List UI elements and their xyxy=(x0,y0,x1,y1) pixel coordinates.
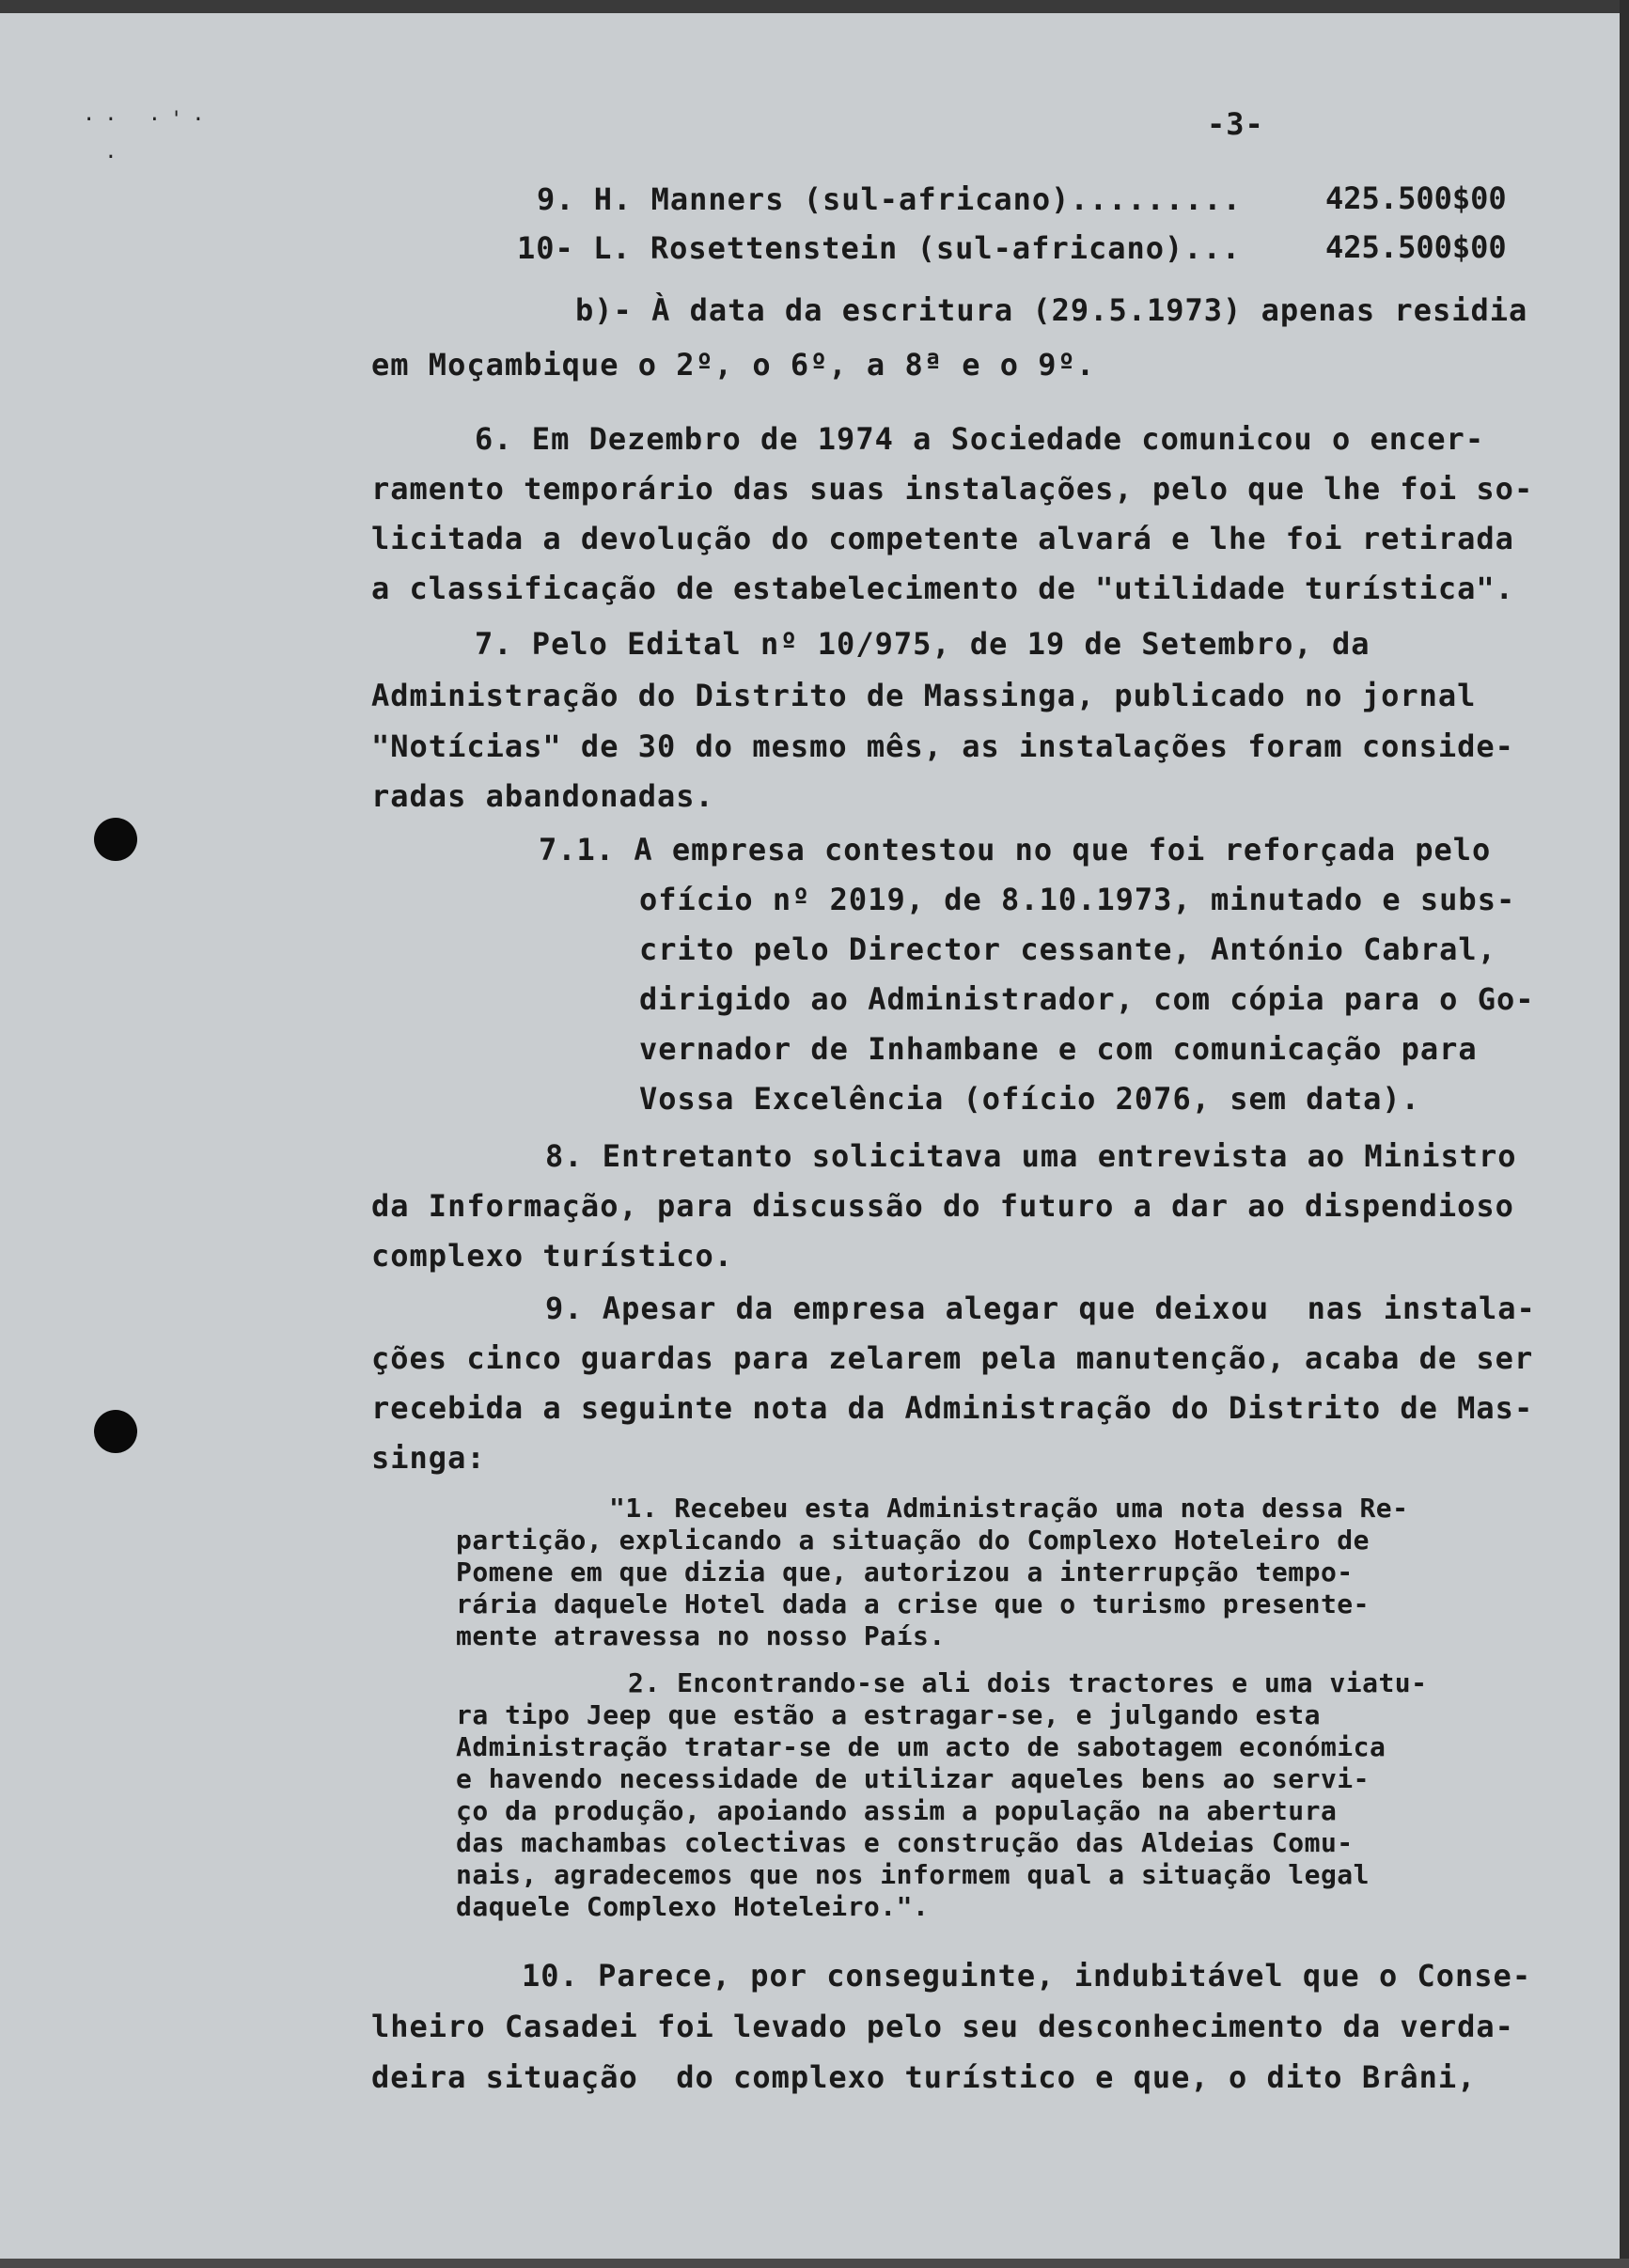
page-number: -3- xyxy=(1207,106,1264,142)
quote-line: nais, agradecemos que nos informem qual a situação legal xyxy=(456,1859,1371,1890)
paragraph-line: vernador de Inhambane e com comunicação para xyxy=(639,1031,1478,1067)
paragraph-line: ramento temporário das suas instalações, pelo que lhe foi so- xyxy=(371,471,1534,507)
quote-line: daquele Complexo Hoteleiro.". xyxy=(456,1891,930,1922)
quote-line: e havendo necessidade de utilizar aqueles bens ao servi- xyxy=(456,1763,1371,1794)
paragraph-line: lheiro Casadei foi levado pelo seu desconhecimento da verda- xyxy=(371,2009,1514,2044)
list-item-label: 10- L. Rosettenstein (sul-africano)... xyxy=(517,230,1242,266)
quote-line: "1. Recebeu esta Administração uma nota dessa Re- xyxy=(609,1493,1409,1524)
paragraph-line: 7.1. A empresa contestou no que foi reforçada pelo xyxy=(539,832,1492,868)
quote-line: Administração tratar-se de um acto de sabotagem económica xyxy=(456,1731,1386,1762)
paragraph-line: 8. Entretanto solicitava uma entrevista ao Ministro xyxy=(545,1138,1517,1174)
list-item-amount: 425.500$00 xyxy=(1325,229,1507,265)
paragraph-line: da Informação, para discussão do futuro a dar ao dispendioso xyxy=(371,1188,1514,1224)
quote-line: rária daquele Hotel dada a crise que o turismo presente- xyxy=(456,1588,1371,1619)
quote-line: partição, explicando a situação do Complexo Hoteleiro de xyxy=(456,1525,1371,1556)
list-item-amount: 425.500$00 xyxy=(1325,180,1507,216)
paragraph-line: 7. Pelo Edital nº 10/975, de 19 de Setembro, da xyxy=(475,626,1371,662)
paragraph-line: radas abandonadas. xyxy=(371,778,714,814)
list-item-label: 9. H. Manners (sul-africano)......... xyxy=(537,181,1242,217)
paragraph-line: 9. Apesar da empresa alegar que deixou nas instala- xyxy=(545,1290,1536,1326)
quote-line: mente atravessa no nosso País. xyxy=(456,1620,946,1651)
paragraph-line: em Moçambique o 2º, o 6º, a 8ª e o 9º. xyxy=(371,347,1096,383)
punch-hole-icon xyxy=(94,1410,137,1453)
scan-right-edge xyxy=(1620,0,1629,2268)
ink-specks: ·· ·'· · xyxy=(83,108,214,169)
paragraph-line: 6. Em Dezembro de 1974 a Sociedade comunicou o encer- xyxy=(475,421,1485,457)
quote-line: ra tipo Jeep que estão a estragar-se, e julgando esta xyxy=(456,1699,1321,1730)
paragraph-line: a classificação de estabelecimento de "utilidade turística". xyxy=(371,571,1514,606)
paragraph-line: dirigido ao Administrador, com cópia para o Go- xyxy=(639,981,1535,1017)
paragraph-line: b)- À data da escritura (29.5.1973) apenas residia xyxy=(575,292,1528,328)
paragraph-line: 10. Parece, por conseguinte, indubitável que o Conse- xyxy=(522,1958,1532,1994)
paragraph-line: Administração do Distrito de Massinga, publicado no jornal xyxy=(371,678,1477,713)
paragraph-line: crito pelo Director cessante, António Cabral, xyxy=(639,931,1496,967)
quote-line: ço da produção, apoiando assim a população na abertura xyxy=(456,1795,1338,1826)
paragraph-line: "Notícias" de 30 do mesmo mês, as instalações foram conside- xyxy=(371,728,1514,764)
punch-hole-icon xyxy=(94,818,137,861)
scan-top-edge xyxy=(0,0,1629,13)
paragraph-line: recebida a seguinte nota da Administração do Distrito de Mas- xyxy=(371,1390,1534,1426)
scan-bottom-edge xyxy=(0,2259,1629,2268)
quote-line: das machambas colectivas e construção das Aldeias Comu- xyxy=(456,1827,1354,1858)
quote-line: Pomene em que dizia que, autorizou a interrupção tempo- xyxy=(456,1556,1354,1588)
paragraph-line: ções cinco guardas para zelarem pela manutenção, acaba de ser xyxy=(371,1340,1534,1376)
paragraph-line: licitada a devolução do competente alvará e lhe foi retirada xyxy=(371,521,1514,556)
paragraph-line: deira situação do complexo turístico e que, o dito Brâni, xyxy=(371,2059,1477,2095)
paragraph-line: complexo turístico. xyxy=(371,1238,734,1274)
paragraph-line: ofício nº 2019, de 8.10.1973, minutado e subs- xyxy=(639,882,1516,917)
quote-line: 2. Encontrando-se ali dois tractores e uma viatu- xyxy=(628,1667,1428,1698)
paragraph-line: singa: xyxy=(371,1440,486,1476)
paragraph-line: Vossa Excelência (ofício 2076, sem data). xyxy=(639,1081,1420,1117)
